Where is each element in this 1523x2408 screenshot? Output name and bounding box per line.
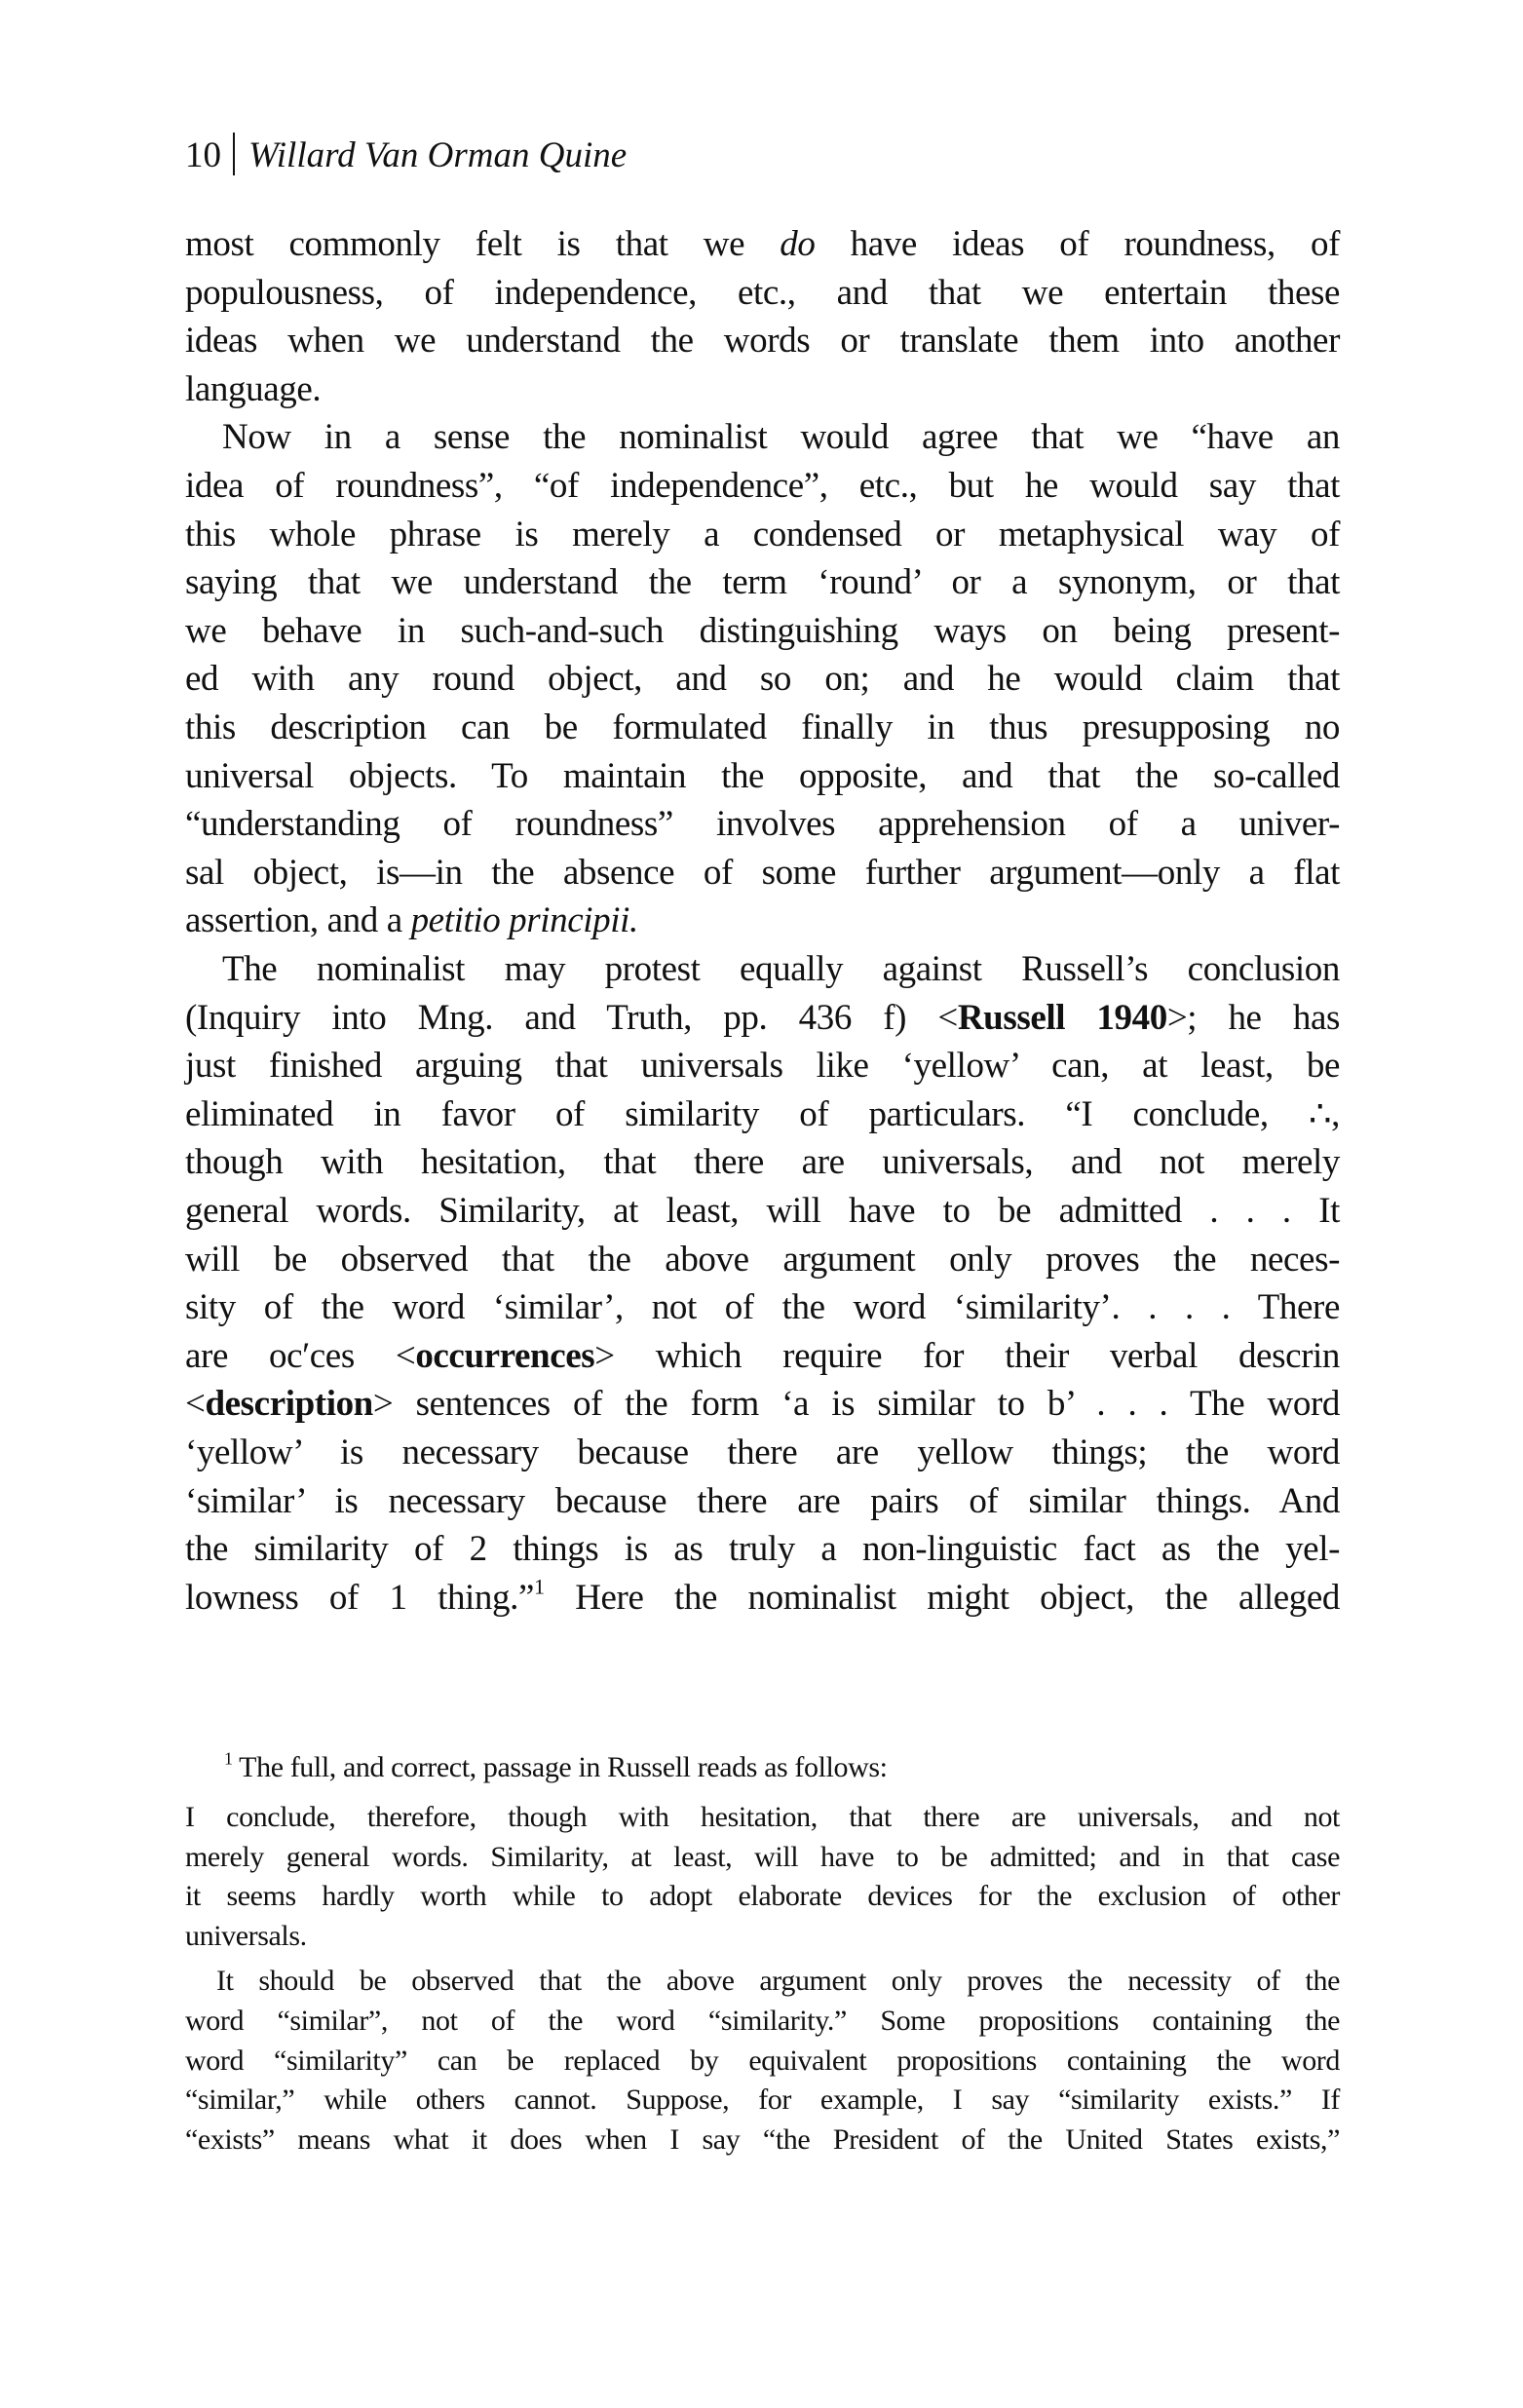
text-run: The nominalist may protest equally against Russell’s conclusion xyxy=(222,949,1340,989)
text-run: ‘yellow’ is necessary because there are yellow things; the word xyxy=(185,1433,1340,1472)
text-run: populousness, of independence, etc., and that we entertain these xyxy=(185,272,1340,313)
text-run: just finished arguing that universals like ‘yellow’ can, at least, be xyxy=(185,1046,1340,1087)
text-run: >; he has xyxy=(1166,997,1340,1038)
body-line xyxy=(185,947,1340,992)
body-line xyxy=(185,754,1340,799)
body-line xyxy=(185,271,1340,316)
body-line xyxy=(185,609,1340,654)
body-line xyxy=(185,1334,1340,1379)
text-run: Now in a sense the nominalist would agree that we “have an xyxy=(222,417,1340,458)
footnote-line xyxy=(185,2121,1340,2159)
footnote-line xyxy=(185,1918,1340,1955)
body-line xyxy=(185,1431,1340,1475)
text-run: though with hesitation, that there are universals, and not merely xyxy=(185,1142,1340,1183)
running-title: Willard Van Orman Quine xyxy=(248,135,628,175)
body-line xyxy=(185,1189,1340,1234)
body-line xyxy=(185,560,1340,605)
body-line xyxy=(185,851,1340,896)
body-line xyxy=(185,706,1340,750)
text-run: sity of the word ‘similar’, not of the word ‘similarity’. . . . There xyxy=(185,1287,1340,1328)
text-run: eliminated in favor of similarity of particulars. “I conclude, ∴, xyxy=(185,1093,1340,1134)
text-run: general words. Similarity, at least, will have to be admitted . . . It xyxy=(185,1191,1340,1231)
body-line xyxy=(185,319,1340,363)
text-run: The full, and correct, passage in Russell reads as follows: xyxy=(232,1751,888,1783)
text-run: universals. xyxy=(185,1920,307,1953)
text-run: assertion, and a xyxy=(185,900,411,941)
body-line xyxy=(185,1382,1340,1427)
text-run: “similar,” while others cannot. Suppose, for example, I say “similarity exists.” If xyxy=(185,2083,1340,2117)
text-run: ‘similar’ is necessary because there are pairs of similar things. And xyxy=(185,1480,1340,1521)
footnote-line xyxy=(185,2043,1340,2080)
text-run: language. xyxy=(185,368,322,409)
text-run: ideas when we understand the words or translate them into another xyxy=(185,321,1340,362)
text-run: saying that we understand the term ‘round’ or a synonym, or that xyxy=(185,562,1340,603)
bold-text: occurrences xyxy=(415,1335,595,1376)
body-line xyxy=(185,513,1340,557)
footnote-line xyxy=(185,2003,1340,2040)
text-run: Here the nominalist might object, the alleged xyxy=(544,1577,1340,1618)
text-run: word “similar”, not of the word “similarity.” Some propositions containing the xyxy=(185,2004,1340,2037)
footnote-line xyxy=(185,1799,1340,1836)
page-number: 10 xyxy=(185,135,221,175)
text-run: > sentences of the form ‘a is similar to b’ . . . The word xyxy=(372,1384,1340,1425)
text-run: “exists” means what it does when I say “the President of the United States exists,” xyxy=(185,2123,1340,2157)
body-line xyxy=(185,1576,1340,1621)
body-line xyxy=(185,1527,1340,1572)
body-line xyxy=(185,1479,1340,1524)
text-run: sal object, is—in the absence of some further argument—only a flat xyxy=(185,852,1340,893)
text-run: > which require for their verbal descrin xyxy=(594,1335,1340,1376)
running-header xyxy=(185,133,627,176)
text-run: we behave in such-and-such distinguishing ways on being present- xyxy=(185,610,1340,651)
text-run: will be observed that the above argument only proves the neces- xyxy=(185,1239,1340,1280)
text-run: the similarity of 2 things is as truly a non-linguistic fact as the yel- xyxy=(185,1529,1340,1570)
body-line xyxy=(185,657,1340,702)
body-line xyxy=(185,802,1340,847)
text-run: < xyxy=(185,1384,206,1425)
text-run: it seems hardly worth while to adopt elaborate devices for the exclusion of other xyxy=(185,1880,1340,1913)
text-run: idea of roundness”, “of independence”, etc., but he would say that xyxy=(185,466,1340,506)
footnote-line xyxy=(185,2082,1340,2119)
footnote-line xyxy=(185,1839,1340,1876)
body-line xyxy=(185,1285,1340,1330)
text-run: It should be observed that the above argument only proves the necessity of the xyxy=(216,1965,1340,1997)
body-line xyxy=(185,898,1340,943)
text-run: have ideas of roundness, of xyxy=(815,224,1340,264)
footnote-marker: 1 xyxy=(224,1748,233,1769)
text-run: ed with any round object, and so on; and he would claim that xyxy=(185,659,1340,700)
text-run: merely general words. Similarity, at least, will have to be admitted; and in that case xyxy=(185,1840,1340,1873)
text-run: word “similarity” can be replaced by equivalent propositions containing the word xyxy=(185,2044,1340,2077)
body-line xyxy=(185,996,1340,1041)
footnote-line xyxy=(185,1749,1340,1786)
header-divider xyxy=(233,133,235,175)
text-run: I conclude, therefore, though with hesitation, that there are universals, and not xyxy=(185,1800,1340,1833)
text-run: this whole phrase is merely a condensed or metaphysical way of xyxy=(185,514,1340,554)
text-run: “understanding of roundness” involves apprehension of a univer- xyxy=(185,804,1340,845)
text-run: most commonly felt is that we xyxy=(185,224,781,264)
body-line xyxy=(185,1238,1340,1282)
italic-text: do xyxy=(780,224,816,264)
footnote-marker: 1 xyxy=(534,1574,545,1599)
bold-text: Russell 1940 xyxy=(957,997,1167,1038)
body-line xyxy=(185,367,1340,412)
body-line xyxy=(185,464,1340,509)
text-run: lowness of 1 thing.” xyxy=(185,1577,534,1618)
footnote-line xyxy=(185,1878,1340,1915)
body-line xyxy=(185,1092,1340,1137)
footnote-line xyxy=(185,1963,1340,2000)
italic-text: petitio principii. xyxy=(410,900,638,941)
text-run: this description can be formulated finally in thus presupposing no xyxy=(185,707,1340,747)
text-run: (Inquiry into Mng. and Truth, pp. 436 f) < xyxy=(185,997,958,1038)
body-line xyxy=(185,1044,1340,1089)
body-line xyxy=(185,1140,1340,1185)
text-run: universal objects. To maintain the opposite, and that the so-called xyxy=(185,755,1340,796)
text-run: are oc′ces < xyxy=(185,1335,416,1376)
body-line xyxy=(185,415,1340,460)
bold-text: description xyxy=(205,1384,373,1425)
body-line xyxy=(185,222,1340,267)
